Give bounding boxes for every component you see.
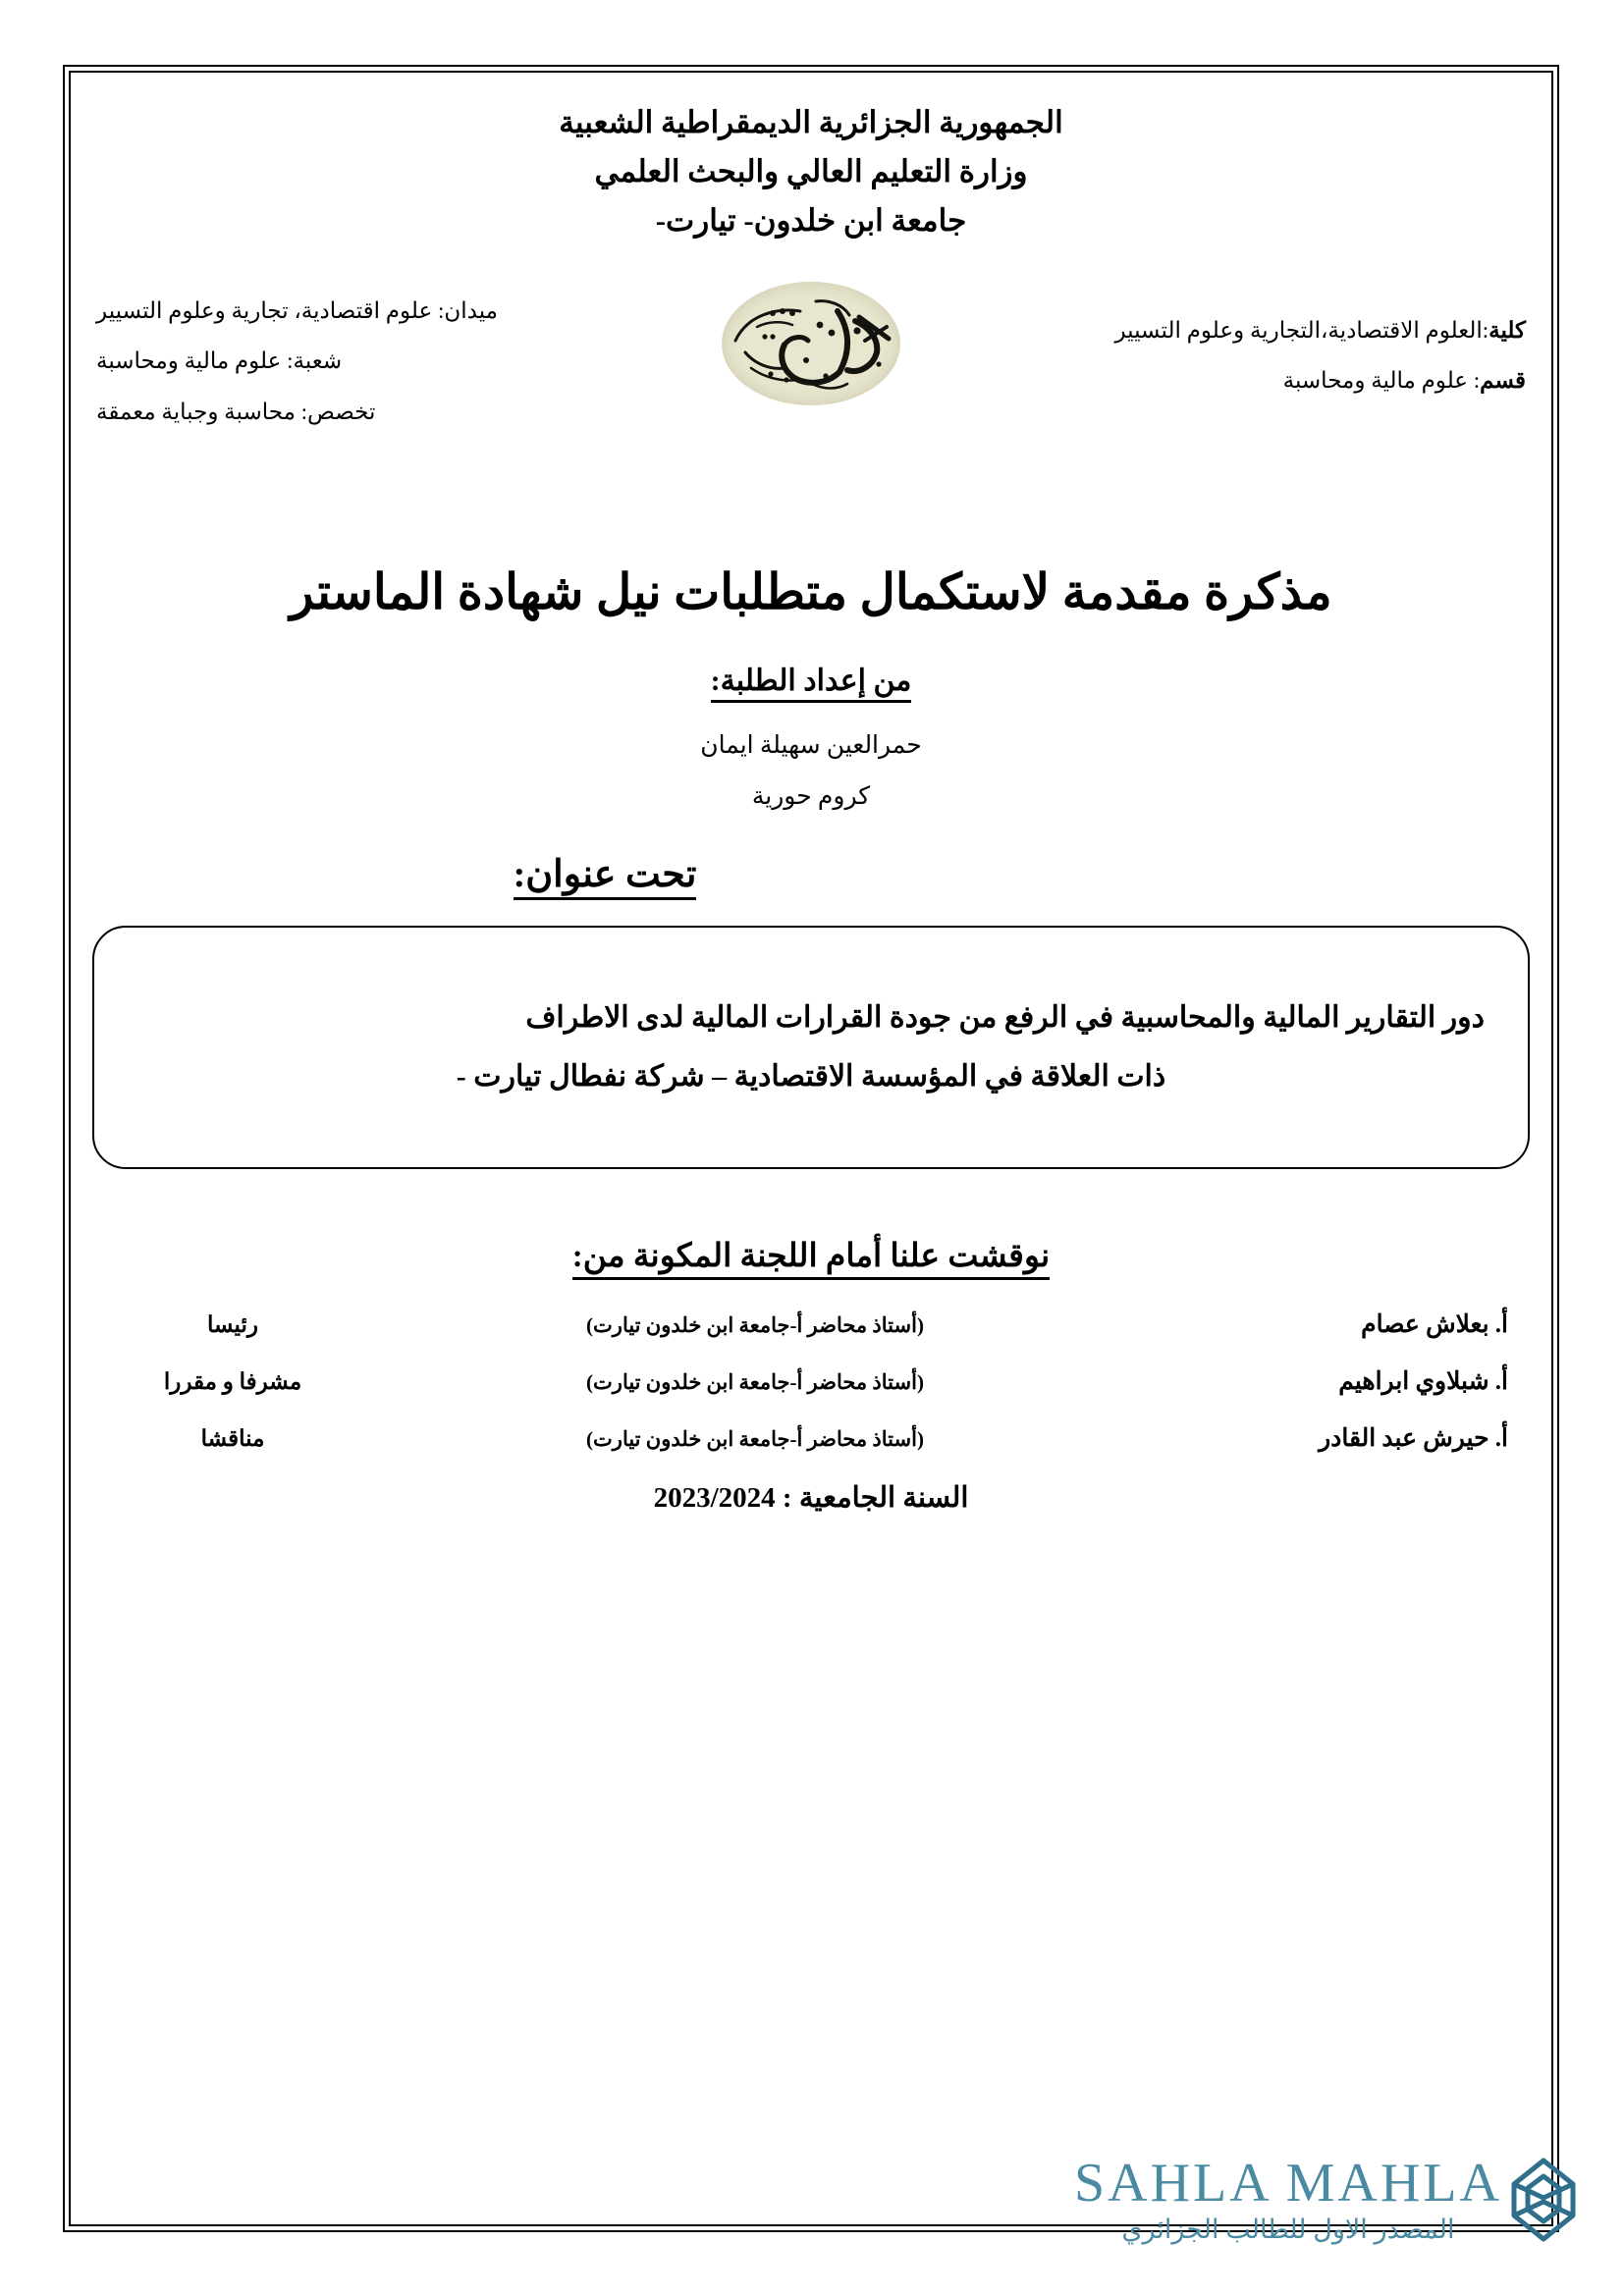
branch-value: : علوم مالية ومحاسبة — [96, 348, 294, 374]
students-heading: من إعداد الطلبة: — [711, 664, 912, 703]
speciality-line — [96, 387, 607, 438]
speciality-label: تخصص — [307, 400, 376, 425]
faculty-info-right — [1015, 280, 1526, 407]
faculty-info-left — [96, 280, 607, 438]
document-page — [71, 73, 1551, 2224]
students-section — [71, 664, 1551, 816]
students-heading-wrap — [71, 664, 1551, 703]
student-name-2: كروم حورية — [751, 783, 871, 811]
watermark-tagline: المصدر الاول للطالب الجزائري — [1121, 2214, 1455, 2244]
jury-member-role: مشرفا و مقررا — [163, 1369, 302, 1395]
table-row — [130, 1423, 1508, 1453]
thesis-title-line-1: دور التقارير المالية والمحاسبية في الرفع من جودة القرارات المالية لدى الاطراف — [525, 1001, 1485, 1035]
branch-label: شعبة — [293, 348, 343, 374]
student-name-1: حمرالعين سهيلة ايمان — [700, 731, 922, 759]
academic-year: السنة الجامعية : 2023/2024 — [653, 1482, 969, 1515]
jury-member-rank: (أستاذ محاضر أ-جامعة ابن خلدون تيارت) — [586, 1370, 924, 1395]
department-line — [1015, 355, 1526, 406]
table-row — [130, 1366, 1508, 1396]
header-line-republic: الجمهورية الجزائرية الديمقراطية الشعبية — [559, 105, 1063, 139]
jury-member-rank: (أستاذ محاضر أ-جامعة ابن خلدون تيارت) — [586, 1313, 924, 1338]
jury-table — [71, 1309, 1551, 1453]
jury-member-name: أ. بعلاش عصام — [1361, 1311, 1508, 1339]
header-line-university: جامعة ابن خلدون- تيارت- — [655, 203, 967, 239]
watermark-text — [1074, 2152, 1502, 2245]
department-value: : علوم مالية ومحاسبة — [1282, 368, 1481, 394]
sahla-mahla-diamond-icon — [1506, 2155, 1581, 2245]
jury-heading: نوقشت علنا أمام اللجنة المكونة من: — [572, 1236, 1050, 1280]
table-row — [130, 1309, 1508, 1339]
jury-heading-wrap — [71, 1236, 1551, 1280]
under-title-heading: تحت عنوان: — [514, 852, 697, 900]
jury-member-name: أ. شبلاوي ابراهيم — [1338, 1368, 1508, 1396]
jury-member-role: مناقشا — [200, 1426, 265, 1452]
field-line — [96, 286, 607, 337]
thesis-title-line-2: ذات العلاقة في المؤسسة الاقتصادية – شركة نفطال تيارت - — [456, 1060, 1166, 1094]
header-line-ministry: وزارة التعليم العالي والبحث العلمي — [594, 154, 1028, 189]
jury-member-name: أ. حيرش عبد القادر — [1319, 1425, 1508, 1453]
document-header — [71, 98, 1551, 246]
under-title-heading-wrap — [71, 852, 1551, 900]
watermark-brand: SAHLA MAHLA — [1074, 2152, 1502, 2214]
faculty-info-row — [71, 280, 1551, 438]
jury-member-role: رئيسا — [207, 1312, 258, 1338]
field-label: ميدان — [444, 297, 498, 323]
faculty-line — [1015, 305, 1526, 356]
university-logo-wrap — [708, 280, 914, 405]
faculty-value: :العلوم الاقتصادية،التجارية وعلوم التسيير — [1114, 317, 1489, 343]
sahla-mahla-watermark — [1074, 2152, 1624, 2245]
department-label: قسم — [1480, 368, 1526, 394]
faculty-label: كلية — [1489, 317, 1526, 343]
university-seal-icon — [722, 282, 900, 405]
branch-line — [96, 336, 607, 387]
jury-member-rank: (أستاذ محاضر أ-جامعة ابن خلدون تيارت) — [586, 1427, 924, 1452]
thesis-title-box — [92, 926, 1530, 1169]
speciality-value: : محاسبة وجباية معمقة — [96, 400, 308, 425]
thesis-type-title: مذكرة مقدمة لاستكمال متطلبات نيل شهادة الماستر — [290, 563, 1332, 619]
field-value: : علوم اقتصادية، تجارية وعلوم التسيير — [96, 297, 445, 323]
